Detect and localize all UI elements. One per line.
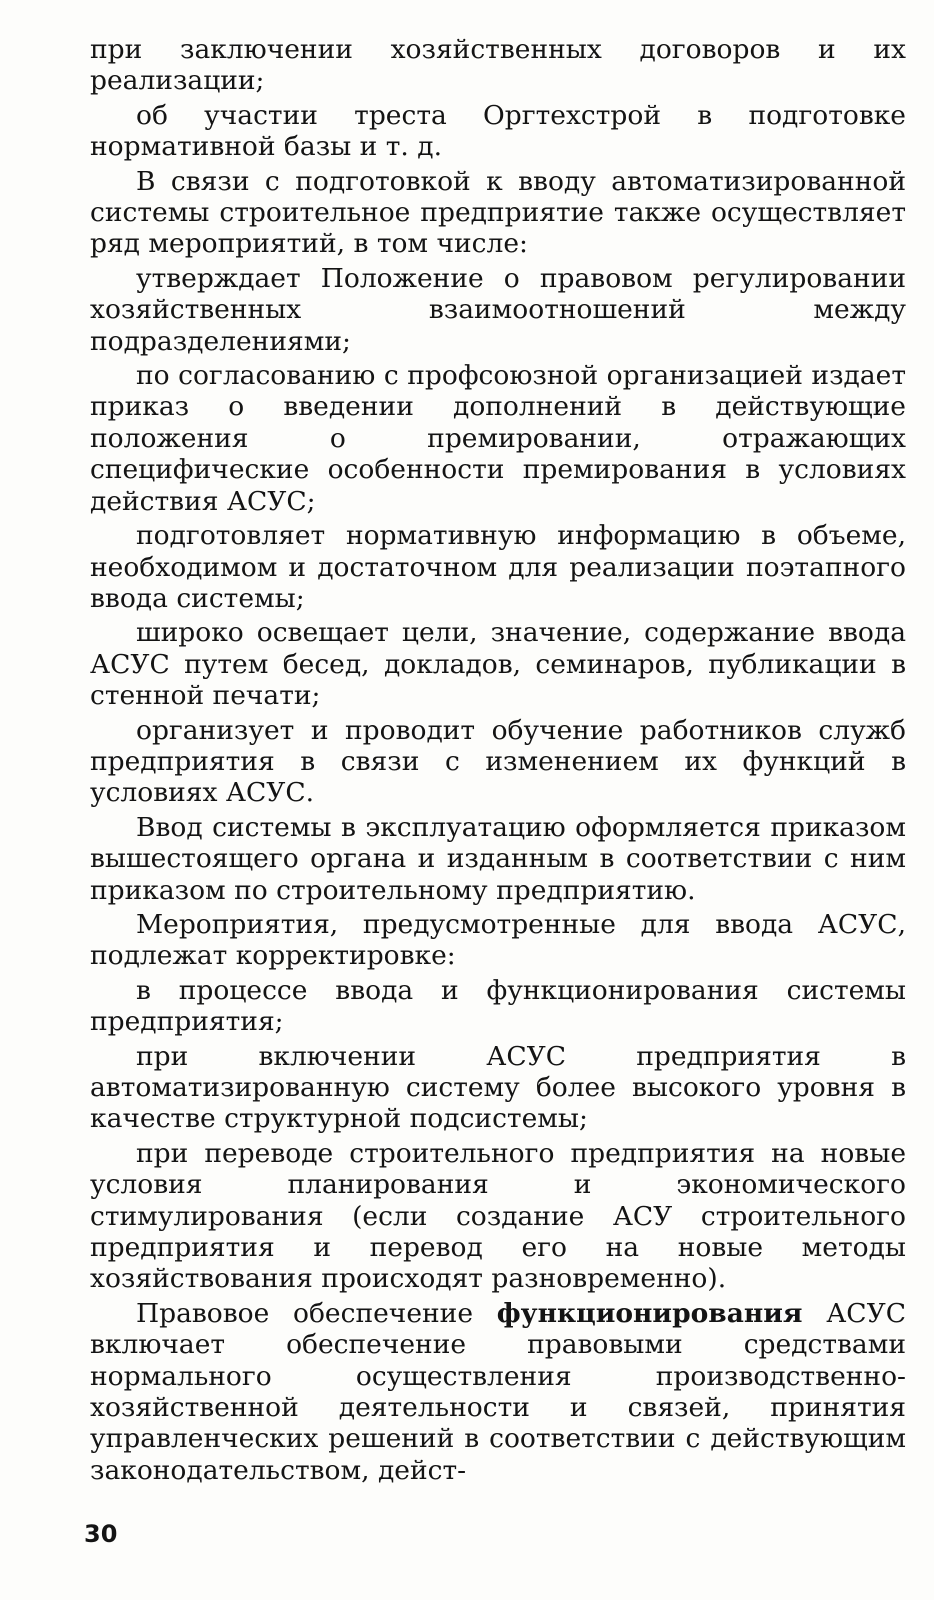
paragraph: широко освещает цели, значение, содержание ввода АСУС путем бесед, докладов, семинаров, публикации в стенной печати; <box>90 617 906 712</box>
paragraph: Ввод системы в эксплуатацию оформляется приказом вышестоящего органа и изданным в соответствии с ним приказом по строительному предприятию. <box>90 811 906 906</box>
paragraph: Мероприятия, предусмотренные для ввода АСУС, подлежат корректировке: <box>90 908 906 972</box>
text-run: АСУС включает обеспечение правовыми средствами нормального осуществления производственно-хозяйственной деятельности и связей, принятия управленческих решений в соответствии с действующим законодательством, дейст- <box>90 1297 907 1486</box>
bold-term: функционирования <box>496 1297 803 1329</box>
paragraph: по согласованию с профсоюзной организацией издает приказ о введении дополнений в действующие положения о премировании, отражающих специфические особенности премирования в условиях действия АСУС; <box>90 360 906 517</box>
paragraph: утверждает Положение о правовом регулировании хозяйственных взаимоотношений между подразделениями; <box>90 262 906 357</box>
paragraph-legal-support <box>90 1298 906 1486</box>
paragraph: организует и проводит обучение работников служб предприятия в связи с изменением их функций в условиях АСУС. <box>90 714 906 809</box>
paragraph: при переводе строительного предприятия на новые условия планирования и экономического стимулирования (если создание АСУ строительного предприятия и перевод его на новые методы хозяйствования происходят разновременно). <box>90 1137 906 1295</box>
paragraph: при включении АСУС предприятия в автоматизированную систему более высокого уровня в качестве структурной подсистемы; <box>90 1040 906 1135</box>
page-number: 30 <box>84 1520 118 1548</box>
body-text <box>90 34 906 1489</box>
paragraph: В связи с подготовкой к вводу автоматизированной системы строительное предприятие также осуществляет ряд мероприятий, в том числе: <box>90 165 906 260</box>
text-run: Правовое обеспечение <box>136 1297 497 1329</box>
paragraph: при заключении хозяйственных договоров и их реализации; <box>90 34 906 97</box>
paragraph: подготовляет нормативную информацию в объеме, необходимом и достаточном для реализации поэтапного ввода системы; <box>90 520 906 614</box>
paragraph: об участии треста Оргтехстрой в подготовке нормативной базы и т. д. <box>90 99 906 163</box>
paragraph: в процессе ввода и функционирования системы предприятия; <box>90 974 906 1038</box>
